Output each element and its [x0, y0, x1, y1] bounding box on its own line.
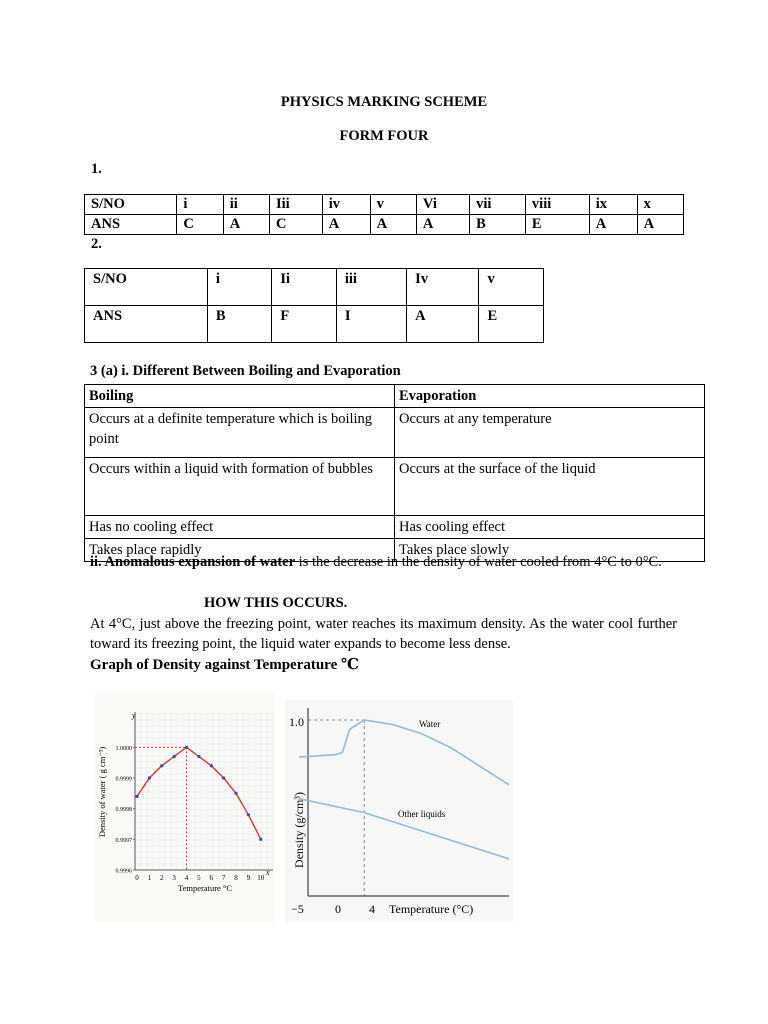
data-point: [197, 755, 200, 758]
x-axis-label: Temperature °C: [177, 883, 233, 893]
table-cell: A: [370, 215, 416, 235]
table-cell: A: [223, 215, 269, 235]
table-cell: Takes place rapidly: [85, 539, 395, 562]
table-cell: Ii: [272, 269, 336, 306]
table-cell: Occurs within a liquid with formation of bubbles: [85, 458, 395, 516]
question-1-number: 1.: [91, 161, 102, 177]
data-point: [185, 746, 188, 749]
table-row: [85, 195, 684, 215]
table-row: [85, 385, 705, 408]
data-point: [160, 764, 163, 767]
x-tick-label: 8: [234, 874, 238, 882]
table-cell: ANS: [85, 215, 177, 235]
data-point: [247, 813, 250, 816]
y-axis-label: Density of water ( g cm⁻³): [97, 746, 107, 838]
table-cell: A: [416, 215, 469, 235]
table-cell: B: [470, 215, 526, 235]
anomalous-expansion-paragraph: [90, 552, 677, 572]
table-cell: E: [479, 306, 544, 343]
table-cell: C: [270, 215, 323, 235]
data-point: [135, 795, 138, 798]
y-axis-label: Density (g/cm³): [292, 792, 306, 868]
table-cell: Vi: [416, 195, 469, 215]
data-point: [210, 764, 213, 767]
table-cell: v: [479, 269, 544, 306]
table-cell: iii: [336, 269, 406, 306]
question-2-number: 2.: [91, 236, 102, 252]
anomalous-definition: is the decrease in the density of water cooled from 4°C to 0°C.: [295, 554, 662, 570]
y-tick-label: 0.9996: [115, 868, 132, 875]
table-cell: viii: [525, 195, 589, 215]
table-cell: iv: [322, 195, 370, 215]
table-cell: S/NO: [85, 269, 208, 306]
x-tick-label: 0: [335, 902, 341, 916]
water-vs-other-liquids-chart: [285, 700, 513, 922]
table-cell: Occurs at the surface of the liquid: [395, 458, 705, 516]
how-this-occurs-heading: HOW THIS OCCURS.: [204, 595, 348, 611]
table-row: [85, 458, 705, 516]
x-tick-label: 4: [369, 902, 375, 916]
table-row: [85, 269, 544, 306]
table-row: [85, 215, 684, 235]
table-row: [85, 306, 544, 343]
page-title: PHYSICS MARKING SCHEME: [280, 94, 488, 110]
column-header-evaporation: Evaporation: [395, 385, 705, 408]
y-tick-label: 0.9997: [115, 837, 132, 844]
data-point: [234, 792, 237, 795]
column-header-boiling: Boiling: [85, 385, 395, 408]
table-cell: Iv: [407, 269, 479, 306]
y-tick-label: 1.0: [289, 715, 304, 729]
water-density-chart: [95, 692, 275, 922]
table-cell: E: [525, 215, 589, 235]
table-cell: Takes place slowly: [395, 539, 705, 562]
table-cell: A: [589, 215, 637, 235]
table-cell: i: [207, 269, 271, 306]
legend-water: Water: [419, 719, 441, 729]
table-cell: v: [370, 195, 416, 215]
table-cell: F: [272, 306, 336, 343]
table-cell: i: [177, 195, 223, 215]
x-tick-label: 0: [135, 874, 139, 882]
table-cell: I: [336, 306, 406, 343]
table-cell: Has cooling effect: [395, 516, 705, 539]
table-cell: A: [322, 215, 370, 235]
table-cell: C: [177, 215, 223, 235]
x-axis-letter: x: [266, 868, 270, 877]
table-cell: ii: [223, 195, 269, 215]
x-tick-label: 6: [209, 874, 214, 882]
data-point: [259, 838, 262, 841]
boiling-evaporation-table: [84, 384, 705, 562]
legend-other-liquids: Other liquids: [398, 809, 446, 819]
table-cell: A: [637, 215, 683, 235]
x-tick-label: 3: [172, 874, 176, 882]
page-subtitle: FORM FOUR: [339, 128, 429, 144]
table-cell: ix: [589, 195, 637, 215]
table-row: [85, 408, 705, 458]
x-tick-label: 9: [246, 874, 251, 882]
table-cell: S/NO: [85, 195, 177, 215]
data-point: [222, 776, 225, 779]
table-cell: ANS: [85, 306, 208, 343]
x-tick-label: 2: [160, 874, 164, 882]
table-cell: vii: [470, 195, 526, 215]
answers-table-2: [84, 268, 544, 343]
data-point: [148, 776, 151, 779]
table-cell: Iii: [270, 195, 323, 215]
table-cell: Has no cooling effect: [85, 516, 395, 539]
table-cell: Occurs at any temperature: [395, 408, 705, 458]
x-tick-label: 1: [147, 874, 152, 882]
x-tick-label: −5: [291, 902, 304, 916]
anomalous-term: ii. Anomalous expansion of water: [90, 554, 296, 570]
x-tick-label: 7: [221, 874, 226, 882]
y-tick-label: 1.0000: [115, 745, 132, 752]
y-tick-label: 0.9998: [115, 807, 132, 814]
x-tick-label: 10: [257, 874, 265, 882]
x-axis-label: Temperature (°C): [389, 902, 474, 916]
table-cell: x: [637, 195, 683, 215]
y-tick-label: 0.9999: [115, 776, 132, 783]
x-tick-label: 5: [197, 874, 201, 882]
how-this-occurs-text: At 4°C, just above the freezing point, water reaches its maximum density. As the water cool further toward its freezing point, the liquid water expands to become less dense.: [90, 616, 677, 652]
table-cell: B: [207, 306, 271, 343]
table-cell: Occurs at a definite temperature which is boiling point: [85, 408, 395, 458]
y-axis-letter: y: [132, 711, 136, 720]
answers-table-1: [84, 194, 684, 235]
x-tick-label: 4: [184, 874, 189, 882]
graph-heading: Graph of Density against Temperature ℃: [90, 657, 359, 673]
data-point: [173, 755, 176, 758]
table-row: [85, 516, 705, 539]
table-cell: A: [407, 306, 479, 343]
question-3-heading: 3 (a) i. Different Between Boiling and Evaporation: [90, 363, 401, 379]
